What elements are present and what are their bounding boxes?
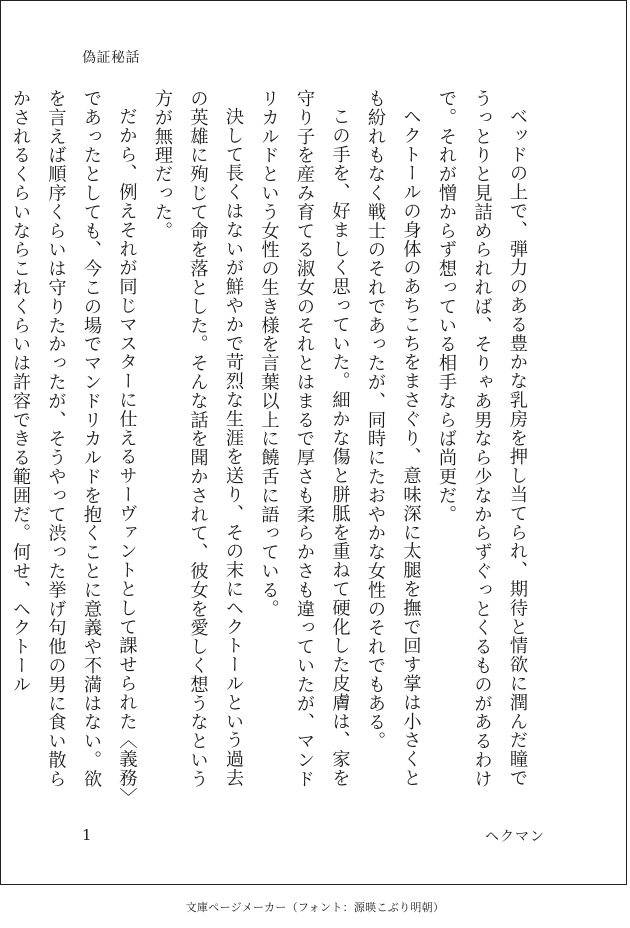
book-title: 偽証秘話 — [82, 50, 140, 66]
paragraph: ヘクトールの身体のあちこちをまさぐり、意味深に太腿を撫で回す掌は小さくとも紛れもなく戦士のそれであったが、同時にたおやかな女性のそれでもある。 — [365, 89, 422, 788]
paragraph: ベッドの上で、弾力のある豊かな乳房を押し当てられ、期待と情欲に潤んだ瞳でうっとりと見詰められれば、そりゃあ男なら少なからずぐっとくるものがあるわけで。それが憎からず想っている相手ならば尚更だ。 — [436, 89, 528, 789]
footer-credit: 文庫ページメーカー（フォント：源暎こぶり明朝） — [185, 901, 445, 914]
paragraph: この手を、好ましく思っていた。細かな傷と胼胝を重ねて硬化した皮膚は、家を守り子を産み育てる淑女のそれとはまるで厚さも柔らかさも違っていたが、マンドリカルドという女性の生き様を言葉以上に饒舌に語っている。 — [258, 89, 351, 789]
page-number: 1 — [82, 826, 92, 844]
body-text — [10, 89, 535, 801]
paragraph: だから、例えそれが同じマスターに仕えるサーヴァントとして課せられた〈義務〉であったとしても、今この場でマンドリカルドを抱くことに意義や不満はない。欲を言えば順序くらいは守りたかったが、そうやって渋った挙げ句他の男に食い散らかされるくらいならこれくらいは許容できる範囲だ。何せ、ヘクトール — [10, 89, 138, 798]
author-name: ヘクマン — [485, 829, 545, 845]
paragraph: 決して長くはないが鮮やかで苛烈な生涯を送り、その末にヘクトールという過去の英雄に殉じて命を落とした。そんな話を聞かされて、彼女を愛しく想うなという方が無理だった。 — [152, 89, 244, 789]
